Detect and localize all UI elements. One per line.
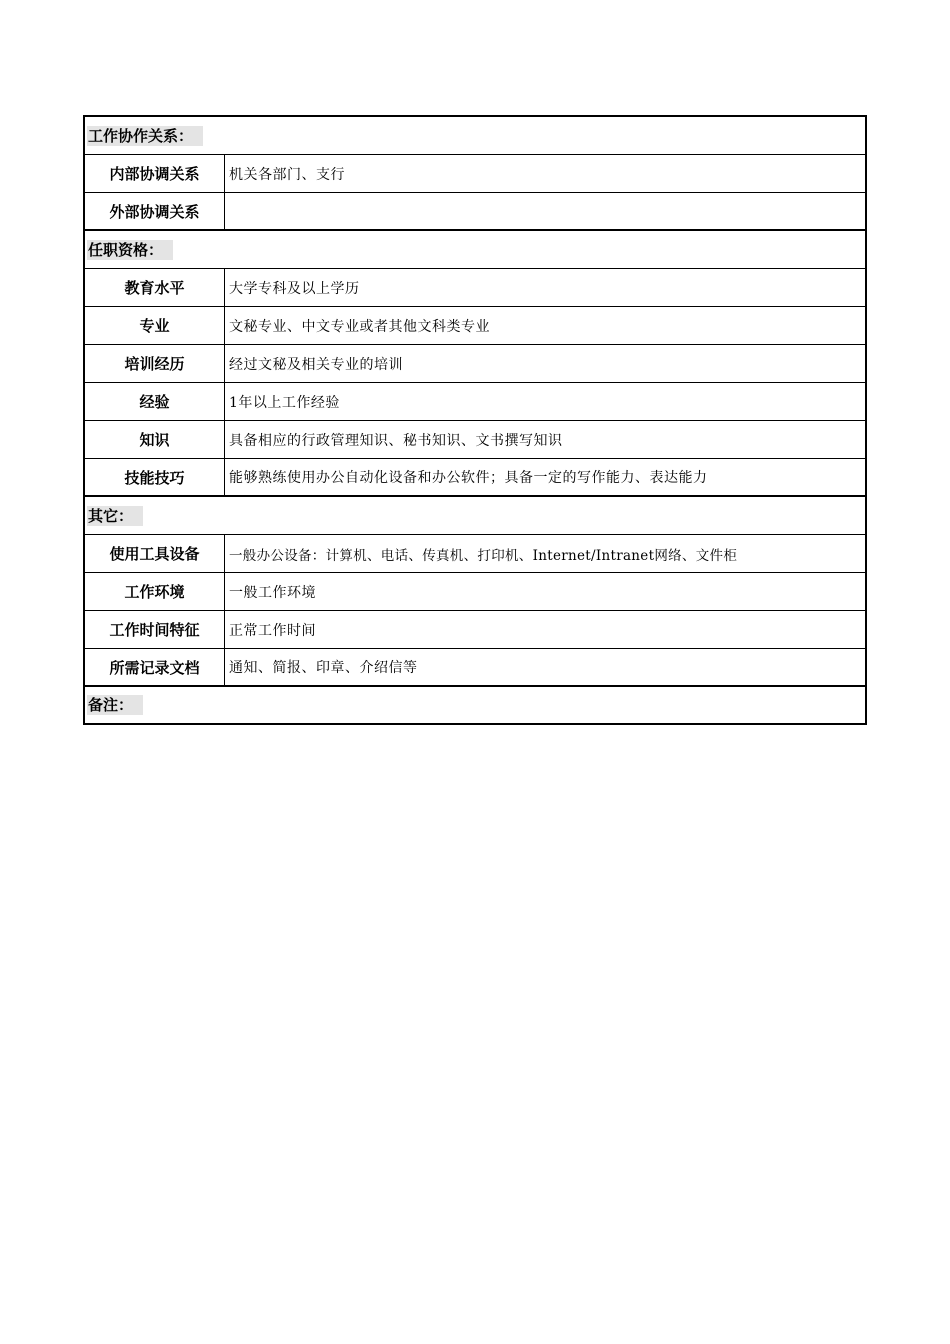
job-description-table — [83, 115, 867, 725]
row-value: 能够熟练使用办公自动化设备和办公软件；具备一定的写作能力、表达能力 — [229, 470, 708, 486]
table-row — [85, 307, 865, 345]
section-header-qualifications — [85, 231, 865, 269]
section-header-collaboration — [85, 117, 865, 155]
section-title: 任职资格： — [87, 240, 173, 260]
row-label: 专业 — [85, 307, 225, 344]
row-label: 工作环境 — [85, 573, 225, 610]
table-row — [85, 611, 865, 649]
row-value: 一般工作环境 — [229, 584, 316, 601]
table-row — [85, 345, 865, 383]
row-value: 经过文秘及相关专业的培训 — [229, 356, 403, 373]
row-value: 通知、简报、印章、介绍信等 — [229, 660, 418, 676]
row-value: 文秘专业、中文专业或者其他文科类专业 — [229, 318, 490, 335]
table-row — [85, 193, 865, 231]
section-title: 备注： — [87, 695, 143, 715]
row-label: 内部协调关系 — [85, 155, 225, 192]
table-row — [85, 535, 865, 573]
row-label: 工作时间特征 — [85, 611, 225, 648]
table-row — [85, 155, 865, 193]
row-value: 大学专科及以上学历 — [229, 280, 360, 297]
row-label: 使用工具设备 — [85, 535, 225, 572]
row-label: 外部协调关系 — [85, 193, 225, 229]
row-value: 一般办公设备：计算机、电话、传真机、打印机、Internet/Intranet网络、文件柜 — [229, 547, 738, 564]
table-row — [85, 459, 865, 497]
table-row — [85, 269, 865, 307]
section-header-other — [85, 497, 865, 535]
row-value: 具备相应的行政管理知识、秘书知识、文书撰写知识 — [229, 432, 563, 449]
section-title: 工作协作关系： — [87, 126, 203, 146]
row-label: 教育水平 — [85, 269, 225, 306]
row-value: 机关各部门、支行 — [229, 166, 345, 183]
table-row — [85, 421, 865, 459]
row-label: 经验 — [85, 383, 225, 420]
row-label: 知识 — [85, 421, 225, 458]
section-header-remarks — [85, 687, 865, 723]
row-value: 1年以上工作经验 — [229, 394, 340, 411]
row-label: 所需记录文档 — [85, 649, 225, 685]
row-label: 培训经历 — [85, 345, 225, 382]
row-label: 技能技巧 — [85, 459, 225, 495]
row-value: 正常工作时间 — [229, 622, 316, 639]
table-row — [85, 383, 865, 421]
table-row — [85, 649, 865, 687]
row-value — [225, 193, 865, 229]
table-row — [85, 573, 865, 611]
section-title: 其它： — [87, 506, 143, 526]
